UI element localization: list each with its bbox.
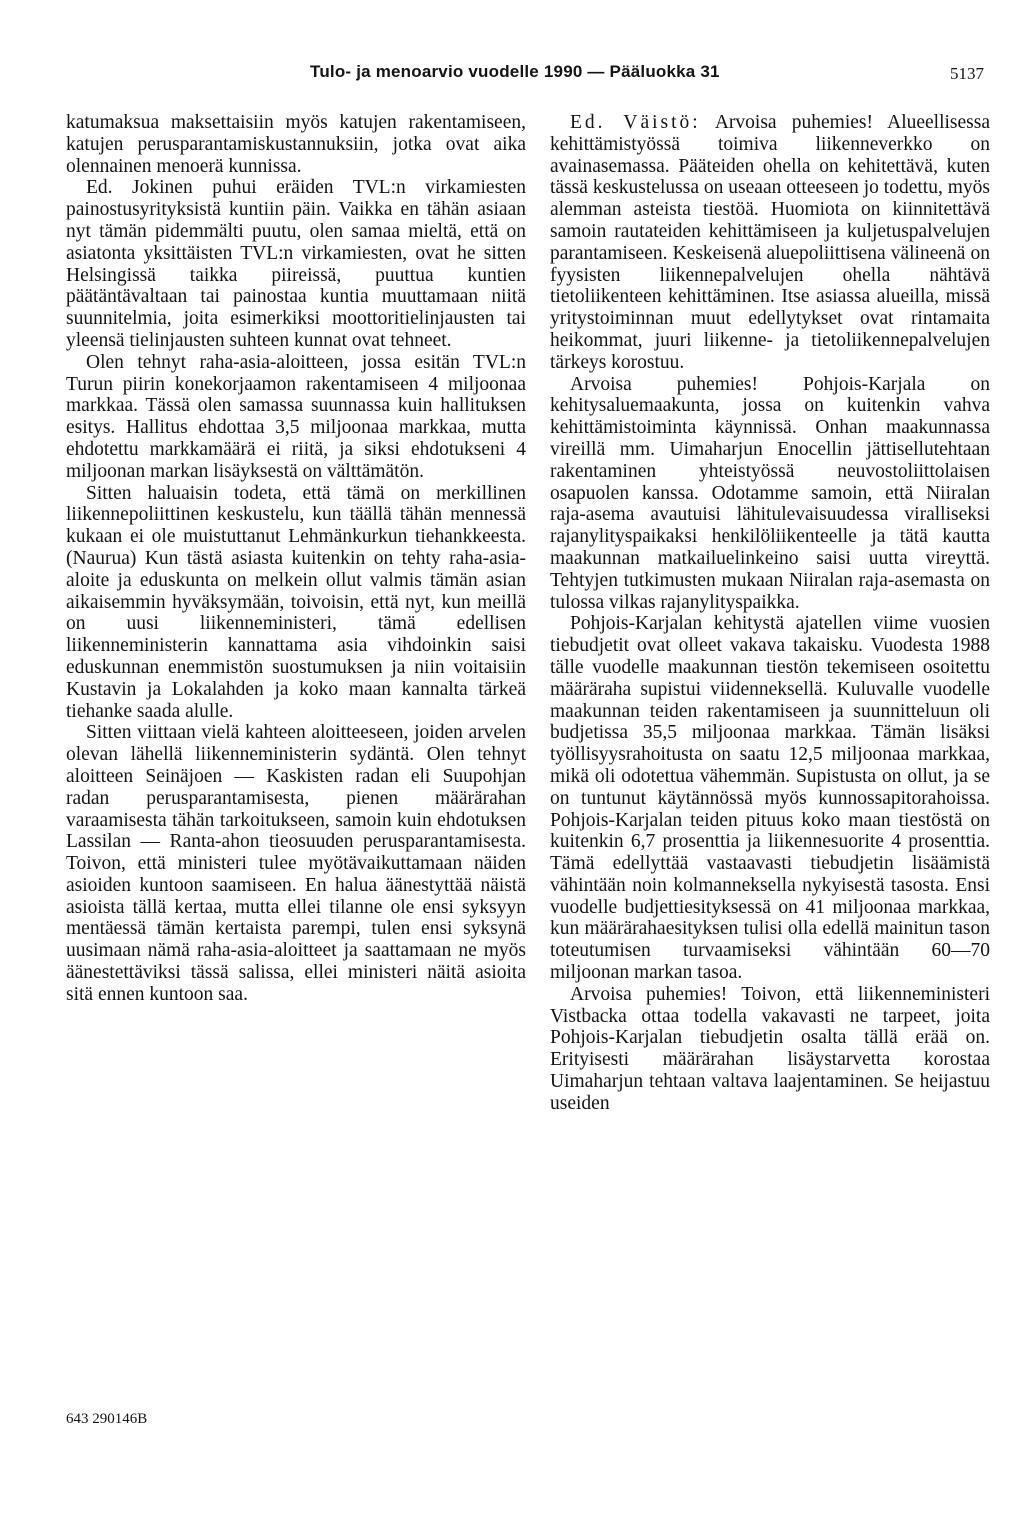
running-header	[0, 62, 1024, 88]
print-code: 643 290146B	[66, 1411, 148, 1427]
paragraph: Ed. Jokinen puhui eräiden TVL:n virkamiesten painostusyrityksistä kuntiin päin. Vaikka en tähän asiaan nyt tämän pidemmälti puutu, olen samaa mieltä, että on asiatonta yksittäisten TVL:n virkamiesten, ovat he sitten Helsingissä taikka piireissä, puuttua kuntien päätäntävaltaan tai painostaa kuntia muuttamaan niitä suunnitelmia, joita esimerkiksi moottoritielinjausten tai yleensä tielinjausten suhteen kunnat ovat tehneet.	[66, 177, 526, 351]
paragraph: Sitten viittaan vielä kahteen aloitteeseen, joiden arvelen olevan lähellä liikenneministerin sydäntä. Olen tehnyt aloitteen Seinäjoen — Kaskisten radan eli Suupohjan radan perusparantamisesta, pienen määrärahan varaamisesta tähän tarkoitukseen, samoin kuin ehdotuksen Lassilan — Ranta-ahon tieosuuden perusparantamisesta. Toivon, että ministeri tulee myötävaikuttamaan näiden asioiden kuntoon saamiseen. En halua äänestyttää näistä asioista tällä kertaa, mutta ellei tilanne ole ensi syksyyn mentäessä tämän kertaista parempi, tulen ensi syksynä uusimaan nämä raha-asia-aloitteet ja saattamaan ne myös äänestettäviksi tässä salissa, ellei ministeri näitä asioita sitä ennen kuntoon saa.	[66, 722, 526, 1005]
paragraph: Arvoisa puhemies! Pohjois-Karjala on kehitysaluemaakunta, jossa on kuitenkin vahva kehittämistoiminta käynnissä. Onhan maakunnassa vireillä mm. Uimaharjun Enocellin jättisellutehtaan rakentaminen yhteistyössä neuvostoliittolaisen osapuolen kanssa. Odotamme samoin, että Niiralan raja-asema avautuisi lähitulevaisuudessa viralliseksi rajanylityspaikaksi henkilöliikenteelle ja tätä kautta maakunnan matkailuelinkeino saisi uutta vireyttä. Tehtyjen tutkimusten mukaan Niiralan raja-asemasta on tulossa vilkas rajanylityspaikka.	[550, 373, 990, 613]
header-title: Tulo- ja menoarvio vuodelle 1990 — Pääluokka 31	[310, 62, 720, 81]
paragraph: Pohjois-Karjalan kehitystä ajatellen viime vuosien tiebudjetit ovat olleet vakava takaisku. Vuodesta 1988 tälle vuodelle maakunnan tiestön tekemiseen osoitettu määräraha supistui viidenneksellä. Kuluvalle vuodelle maakunnan teiden rakentamiseen ja suunnitteluun oli budjetissa 35,5 miljoonaa markkaa. Tämän lisäksi työllisyysrahoitusta on saatu 12,5 miljoonaa markkaa, mikä oli odotettua vähemmän. Supistusta on ollut, ja se on tuntunut käytännössä myös kunnossapitorahoissa. Pohjois-Karjalan teiden pituus koko maan tiestöstä on kuitenkin 6,7 prosenttia ja liikennesuorite 4 prosenttia. Tämä edellyttää vastaavasti tiebudjetin lisäämistä vähintään noin kolmanneksella nykyisestä tasosta. Ensi vuodelle budjettiesityksessä on 41 miljoonaa markkaa, kun määrärahaesityksen tulisi olla edellä mainitun tason toteutumisen turvaamiseksi vähintään 60—70 miljoonan markan tasoa.	[550, 613, 990, 984]
paragraph: katumaksua maksettaisiin myös katujen rakentamiseen, katujen perusparantamiskustannuksiin, jotka ovat aika olennainen menoerä kunnissa.	[66, 112, 526, 177]
speaker-name: Ed. Väistö:	[570, 112, 701, 133]
paragraph-text: Arvoisa puhemies! Alueellisessa kehittämistyössä toimiva liikenneverkko on avainasemassa. Pääteiden ohella on kehitettävä, kuten tässä keskustelussa on useaan otteeseen jo todettu, myös alemman asteista tiestöä. Huomiota on kiinnitettävä samoin rautateiden kehittämiseen ja kuljetuspalvelujen parantamiseen. Keskeisenä aluepoliittisena välineenä on fyysisten liikennepalvelujen ohella nähtävä tietoliikenteen kehittäminen. Itse asiassa alueilla, missä yritystoiminnan muut edellytykset ovat rintamaita heikommat, juuri liikenne- ja tietoliikennepalvelujen tärkeys korostuu.	[550, 112, 991, 373]
speech-opening	[550, 112, 990, 374]
left-column	[66, 112, 526, 1006]
paragraph: Sitten haluaisin todeta, että tämä on merkillinen liikennepoliittinen keskustelu, kun täällä tähän mennessä kukaan ei ole muistuttanut Lehmänkurkun tiehankkeesta. (Naurua) Kun tästä asiasta kuitenkin on tehty raha-asia-aloite ja eduskunta on melkein ollut valmis tämän asian aikaisemmin hyväksymään, toivoisin, että nyt, kun meillä on uusi liikenneministeri, tämä edellisen liikenneministerin kannattama asia vihdoinkin saisi eduskunnan enemmistön suostumuksen ja niin voitaisiin Kustavin ja Lokalahden ja koko maan kannalta tärkeä tiehanke saada alulle.	[66, 482, 526, 722]
paragraph: Olen tehnyt raha-asia-aloitteen, jossa esitän TVL:n Turun piirin konekorjaamon rakentamiseen 4 miljoonaa markkaa. Tässä olen samassa suunnassa kuin hallituksen esitys. Hallitus ehdottaa 3,5 miljoonaa markkaa, mutta ehdotettu markkamäärä ei riitä, ja siksi ehdotukseni 4 miljoonan markan lisäyksestä on välttämätön.	[66, 351, 526, 482]
paragraph: Arvoisa puhemies! Toivon, että liikenneministeri Vistbacka ottaa todella vakavasti ne tarpeet, joita Pohjois-Karjalan tiebudjetin osalta tällä erää on. Erityisesti määrärahan lisäystarvetta korostaa Uimaharjun tehtaan valtava laajentaminen. Se heijastuu useiden	[550, 983, 990, 1114]
right-column	[550, 112, 990, 1115]
page-number: 5137	[950, 64, 984, 83]
